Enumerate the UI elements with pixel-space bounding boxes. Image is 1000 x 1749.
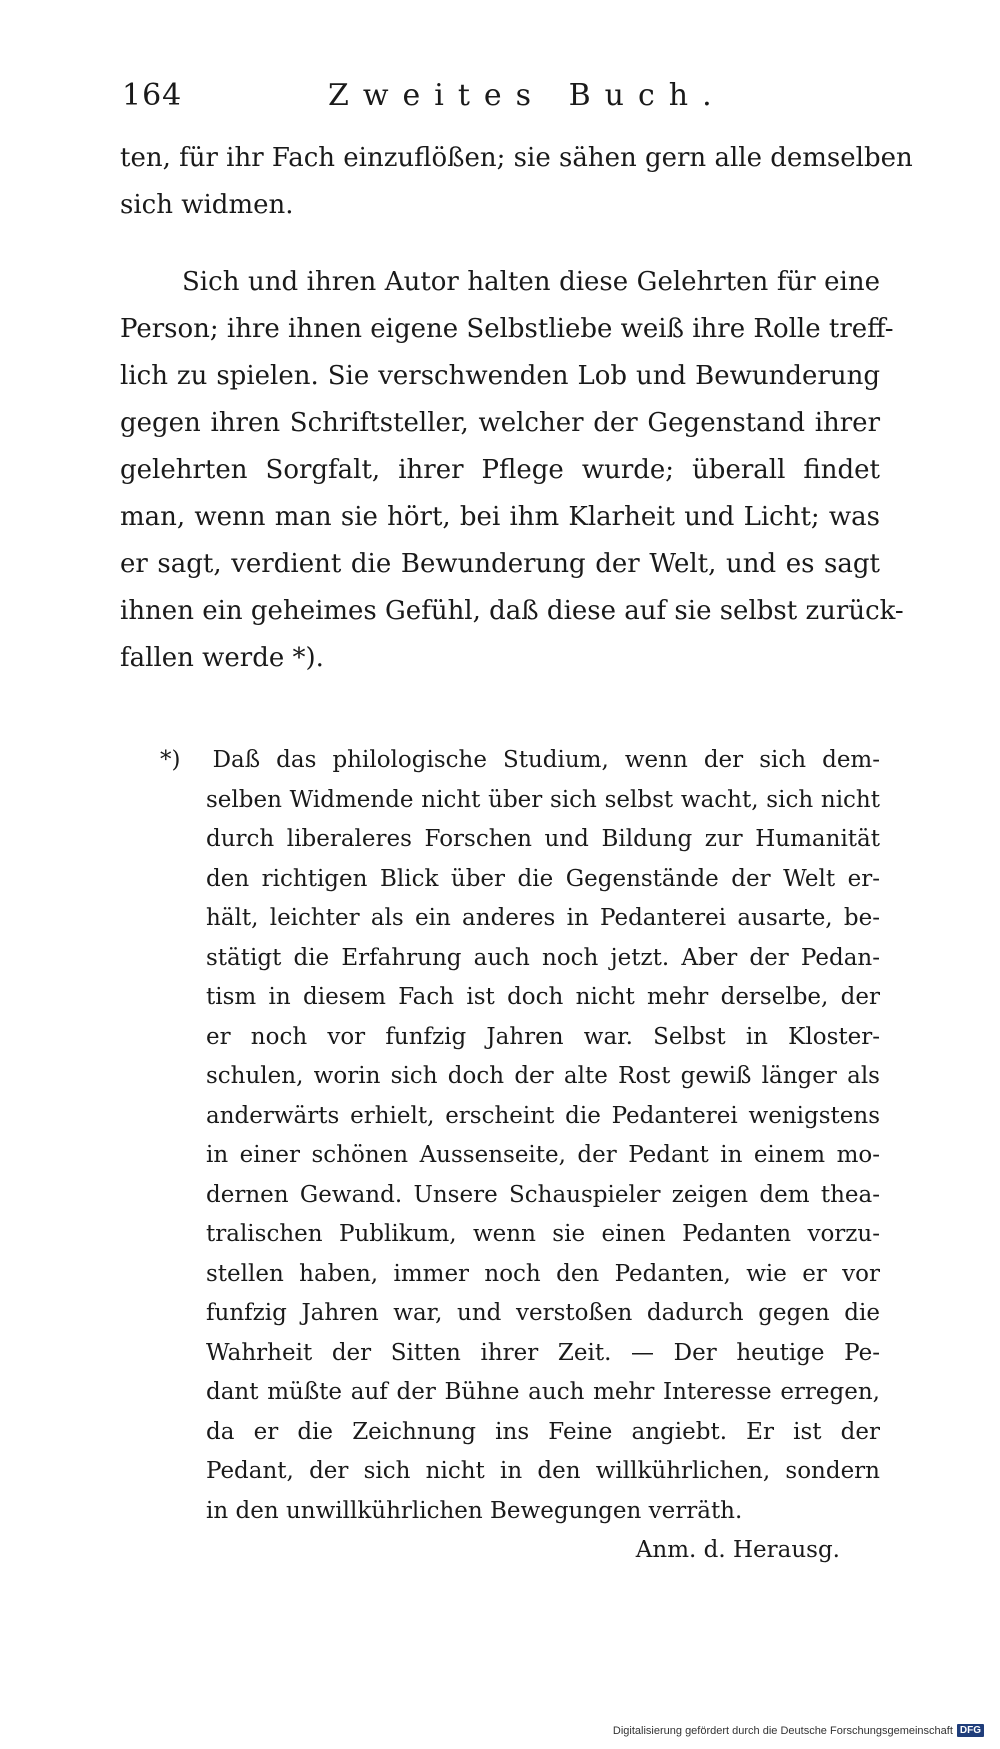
- footnote-line: er noch vor funfzig Jahren war. Selbst in Kloster-: [206, 1023, 880, 1050]
- digitization-credit: [613, 1724, 984, 1737]
- text-line: gelehrten Sorgfalt, ihrer Pflege wurde; überall findet: [120, 455, 880, 485]
- footnote-line: hält, leichter als ein anderes in Pedanterei ausarte, be-: [206, 905, 880, 931]
- footnote-line: Pedant, der sich nicht in den willkührlichen, sondern: [206, 1458, 880, 1484]
- text-line: ten, für ihr Fach einzuflößen; sie sähen gern alle demselben: [120, 143, 913, 173]
- footnote-line: in einer schönen Aussenseite, der Pedant in einem mo-: [206, 1142, 880, 1168]
- footnote-line: dant müßte auf der Bühne auch mehr Interesse erregen,: [206, 1379, 880, 1405]
- footnote-line: da er die Zeichnung ins Feine angiebt. Er ist der: [206, 1418, 880, 1445]
- text-line: sich widmen.: [120, 190, 294, 220]
- footnote-line-text: Daß das philologische Studium, wenn der sich dem-: [212, 747, 881, 773]
- footnote-line: selben Widmende nicht über sich selbst wacht, sich nicht: [206, 786, 880, 813]
- footnote-line: funfzig Jahren war, und verstoßen dadurch gegen die: [206, 1300, 880, 1326]
- footnote-line: dernen Gewand. Unsere Schauspieler zeigen dem thea-: [206, 1181, 880, 1208]
- text-line: ihnen ein geheimes Gefühl, daß diese auf sie selbst zurück-: [120, 596, 904, 626]
- running-head: Zweites Buch.: [328, 78, 726, 113]
- credit-text: Digitalisierung gefördert durch die Deutsche Forschungsgemeinschaft: [612, 1724, 953, 1737]
- main-text: [120, 135, 913, 682]
- footnote-marker: *): [160, 747, 181, 773]
- footnote-line: den richtigen Blick über die Gegenstände der Welt er-: [206, 865, 880, 892]
- footnote-line: tralischen Publikum, wenn sie einen Pedanten vorzu-: [206, 1221, 880, 1247]
- footnote-line: tism in diesem Fach ist doch nicht mehr derselbe, der: [206, 984, 880, 1010]
- text-line: man, wenn man sie hört, bei ihm Klarheit und Licht; was: [120, 502, 880, 532]
- footnote-line: in den unwillkührlichen Bewegungen verräth.: [206, 1497, 743, 1524]
- footnote-line: [160, 741, 880, 781]
- text-line: Person; ihre ihnen eigene Selbstliebe weiß ihre Rolle treff-: [120, 314, 894, 344]
- footnote-signature: Anm. d. Herausg.: [635, 1537, 840, 1563]
- footnote-line: stätigt die Erfahrung auch noch jetzt. Aber der Pedan-: [206, 944, 880, 971]
- footnote-line: schulen, worin sich doch der alte Rost gewiß länger als: [206, 1063, 880, 1089]
- page-number: 164: [122, 78, 183, 113]
- text-line: Sich und ihren Autor halten diese Gelehrten für eine: [182, 267, 880, 297]
- footnote-line: stellen haben, immer noch den Pedanten, wie er vor: [206, 1260, 880, 1287]
- text-line: fallen werde *).: [120, 643, 324, 673]
- footnote-line: anderwärts erhielt, erscheint die Pedanterei wenigstens: [206, 1102, 880, 1129]
- text-line: er sagt, verdient die Bewunderung der Welt, und es sagt: [120, 549, 880, 579]
- footnote: [160, 741, 880, 1571]
- footnote-line: durch liberaleres Forschen und Bildung zur Humanität: [206, 826, 880, 852]
- text-line: lich zu spielen. Sie verschwenden Lob und Bewunderung: [120, 361, 880, 391]
- footnote-line: Wahrheit der Sitten ihrer Zeit. — Der heutige Pe-: [206, 1339, 880, 1366]
- page-header: [118, 78, 878, 118]
- dfg-logo: DFG: [957, 1724, 984, 1737]
- text-line: gegen ihren Schriftsteller, welcher der Gegenstand ihrer: [120, 408, 880, 438]
